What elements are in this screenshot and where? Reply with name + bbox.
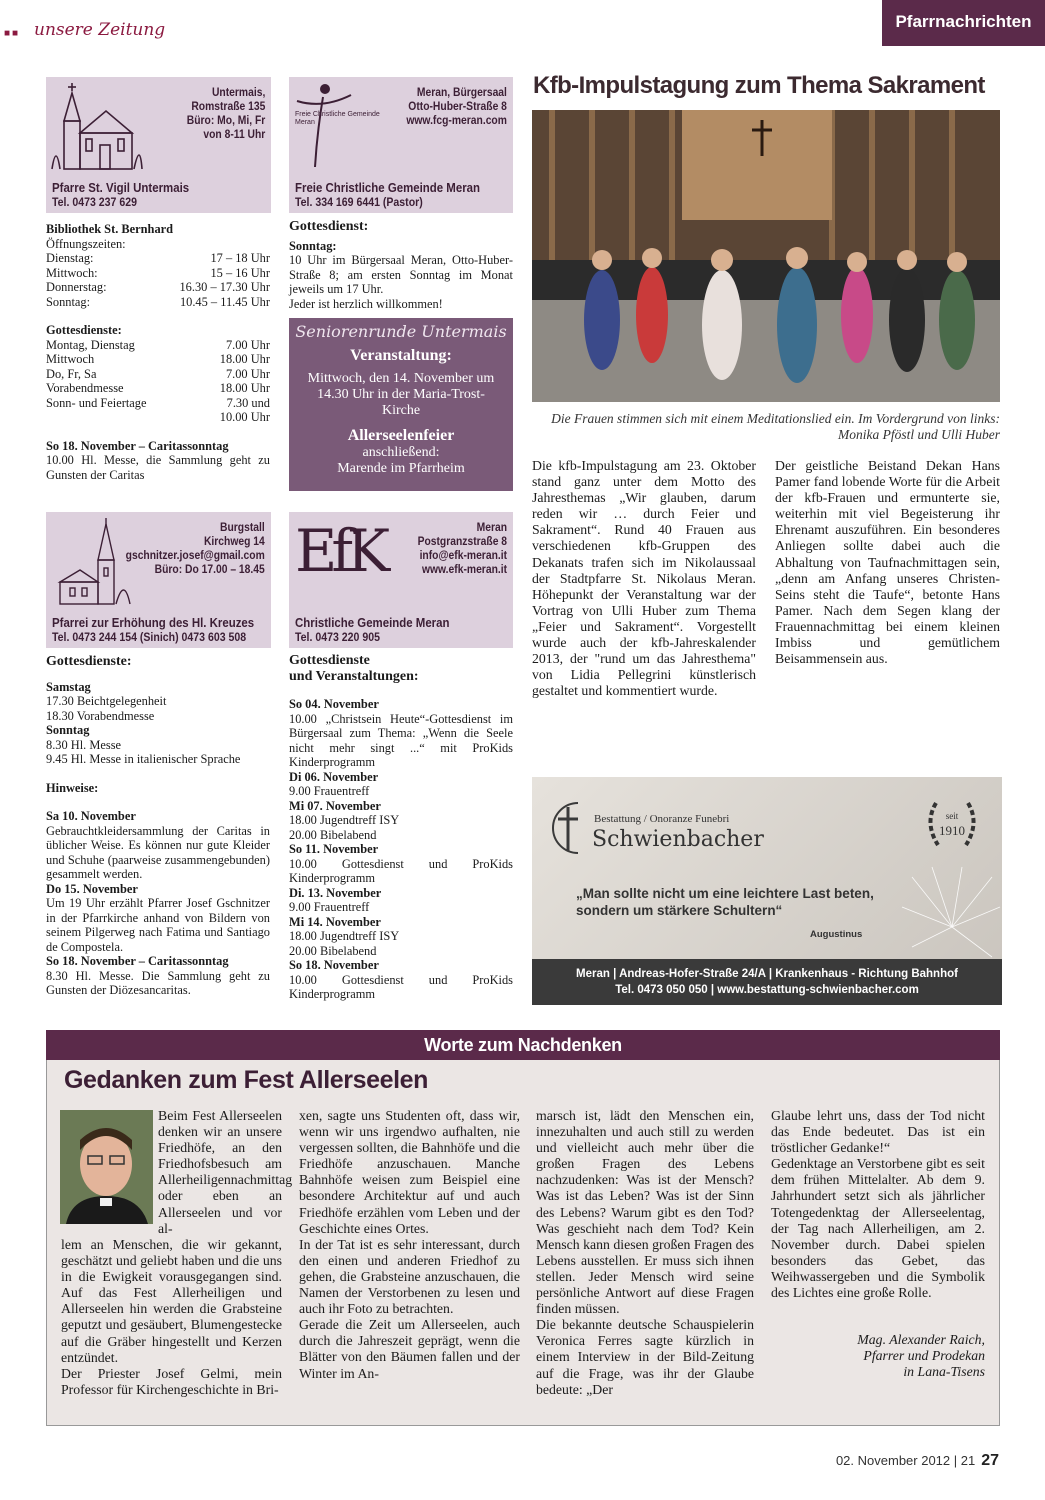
ad-company: Schwienbacher <box>592 827 764 852</box>
seniors-event-label: Veranstaltung: <box>350 347 452 364</box>
worte-section-bar: Worte zum Nachdenken <box>46 1030 1000 1060</box>
schedule-row <box>46 280 270 295</box>
seniors-feast-title: Allerseelenfeier <box>347 427 455 444</box>
entry-heading: So 18. November – Caritassonntag <box>46 954 229 968</box>
services-title: Gottesdienst: <box>289 219 369 234</box>
schedule-day: Montag, Dienstag <box>46 337 135 352</box>
entry-heading: Samstag <box>46 679 91 694</box>
services-list <box>46 680 270 767</box>
entry-text: 18.30 Vorabendmesse <box>46 708 155 723</box>
entry-text: 9.00 Frauentreff <box>289 900 370 914</box>
schedule-row <box>46 410 270 425</box>
schedule-time: 7.00 Uhr <box>225 337 270 352</box>
entry-text: 18.00 Jugendtreff ISY 20.00 Bibelabend <box>289 813 400 842</box>
efk-info <box>289 653 513 1002</box>
parish-phone: Tel. 0473 220 905 <box>295 630 380 644</box>
entry-heading: Di 06. November <box>289 769 379 784</box>
schedule-row <box>46 367 270 382</box>
schedule-day: Sonn- und Feiertage <box>46 395 147 410</box>
schedule-time: 17 – 18 Uhr <box>210 251 270 265</box>
entry-text: 18.00 Jugendtreff ISY 20.00 Bibelabend <box>289 929 400 958</box>
ad-tagline: Bestattung / Onoranze Funebri <box>594 813 730 825</box>
notes-list <box>46 809 270 998</box>
ad-since-year: 1910 <box>939 823 965 838</box>
schedule-time: 10.45 – 11.45 Uhr <box>179 294 270 309</box>
parish-address: Untermais, Romstraße 135 Büro: Mo, Mi, Fr von 8-11 Uhr <box>186 85 265 141</box>
schedule-row <box>46 251 270 266</box>
services-list <box>46 338 270 425</box>
ad-since-label: seit <box>945 811 959 821</box>
schedule-day: Mittwoch: <box>46 265 98 280</box>
schedule-time: 15 – 16 Uhr <box>210 265 270 280</box>
article-photo <box>532 110 1000 402</box>
burgstall-info <box>46 655 270 998</box>
schedule-time: 18.00 Uhr <box>219 381 270 395</box>
efk-logo: EfK <box>295 517 385 585</box>
sunday-label: Sonntag: <box>289 238 337 253</box>
schedule-time: 7.00 Uhr <box>225 366 270 381</box>
parish-box-efk <box>289 512 513 648</box>
worte-signature: Mag. Alexander Raich, Pfarrer und Prodekan in Lana-Tisens <box>857 1332 985 1380</box>
schedule-row <box>46 396 270 411</box>
entry-text: 9.45 Hl. Messe in italienischer Sprache <box>46 752 241 766</box>
ad-contact-bar <box>532 959 1002 1005</box>
section-tab: Pfarrnachrichten <box>882 0 1045 46</box>
services-title: Gottesdienste und Veranstaltungen: <box>289 653 419 684</box>
schedule-time: 16.30 – 17.30 Uhr <box>179 280 270 294</box>
parish-name: Pfarrei zur Erhöhung des Hl. Kreuzes <box>52 615 255 630</box>
seniors-box <box>289 318 513 491</box>
worte-column-1-top: Beim Fest Allerseelen denken wir an unsere Friedhöfe, an den Friedhofsbesuch am Allerheiligennachmittag oder eben an Allerseelen und vor al- <box>158 1108 293 1236</box>
entry-text: 9.00 Frauentreff <box>289 784 370 798</box>
parish-name: Pfarre St. Vigil Untermais <box>52 180 190 195</box>
schedule-time: 18.00 Uhr <box>219 352 270 366</box>
entry-text: 10.00 Gottesdienst und ProKids Kinderprogramm <box>289 856 513 885</box>
photo-caption: Die Frauen stimmen sich mit einem Meditationslied ein. Im Vordergrund von links: Monika Pföstl und Ulli Huber <box>551 411 1000 442</box>
schedule-row <box>46 352 270 367</box>
ad-quote-author: Augustinus <box>810 929 863 940</box>
entry-text: 8.30 Hl. Messe. Die Sammlung geht zu Gunsten der Diözesancaritas. <box>46 968 270 997</box>
schedule-day: Sonntag: <box>46 294 91 309</box>
footer-date: 02. November 2012 | 21 <box>835 1453 976 1468</box>
seniors-feast-text: anschließend: Marende im Pfarrheim <box>337 445 465 476</box>
parish-address: Meran, Bürgersaal Otto-Huber-Straße 8 www.fcg-meran.com <box>406 85 507 127</box>
library-hours-label: Öffnungszeiten: <box>46 236 126 251</box>
parish-box-burgstall <box>46 512 271 648</box>
caritas-text: 10.00 Hl. Messe, die Sammlung geht zu Gunsten der Caritas <box>46 453 270 482</box>
worte-column-1: lem an Menschen, die wir gekannt, geschätzt und geliebt haben und die uns in die Ewigkeit vorausgegangen sind. Auf das Fest Allerheiligen und Allerseelen hin werden die Grabsteine geputzt und gesäubert, Blumengestecke auf die Gräber hingestellt und Kerzen entzündet. Der Priester Josef Gelmi, mein Professor für Kirchengeschichte in Bri- <box>61 1237 282 1397</box>
untermais-info <box>46 222 270 482</box>
schedule-row <box>46 338 270 353</box>
portrait-image <box>60 1110 153 1224</box>
seniors-event-text: Mittwoch, den 14. November um 14.30 Uhr in der Maria-Trost-Kirche <box>307 371 495 418</box>
schedule-day: Do, Fr, Sa <box>46 366 97 381</box>
schedule-time: 10.00 Uhr <box>219 410 270 424</box>
notes-title: Hinweise: <box>46 780 99 795</box>
schedule-day: Mittwoch <box>46 352 95 366</box>
church-icon <box>50 81 146 173</box>
parish-name: Christliche Gemeinde Meran <box>295 615 450 630</box>
entry-text: 8.30 Hl. Messe <box>46 737 122 752</box>
entry-text: 17.30 Beichtgelegenheit <box>46 694 167 708</box>
article-column-2: Der geistliche Beistand Dekan Hans Pamer fand lobende Worte für die Arbeit der kfb-Frauen und ermunterte sie, weiterhin mit viel Begeisterung ihr Ehrenamt auszuführen. Ein besonderes Anliegen sollte dabei auch die Abhaltung von Taufnachmittagen sein, „denn am Anfang unseres Christen-Seins steht die Taufe“, betonte Hans Pamer. Nach dem Segen klang der Frauennachmittag bei einem kleinen Imbiss und gemütlichem Beisammensein aus. <box>775 458 1000 667</box>
worte-title: Gedanken zum Fest Allerseelen <box>64 1066 428 1094</box>
entry-heading: Mi 07. November <box>289 798 381 813</box>
services-title: Gottesdienste: <box>46 323 122 337</box>
entry-heading: Mi 14. November <box>289 914 381 929</box>
events-list <box>289 697 513 1002</box>
parish-phone: Tel. 0473 244 154 (Sinich) 0473 603 508 <box>52 630 247 644</box>
entry-heading: So 18. November <box>289 958 379 972</box>
fcg-info <box>289 220 513 311</box>
worte-column-3: marsch ist, lädt den Menschen ein, innezuhalten und auch still zu werden und vielleicht auch mehr über die großen Fragen des Lebens nachzudenken: Was ist der Mensch? Was ist das Leben? Was ist der Sinn des Lebens? Warum gibt es den Tod? Was geschieht nach dem Tod? Kein Mensch kann diesen großen Fragen des Lebens ausstellen. Er muss sich ihnen stellen. Jeder Mensch wird seine persönliche Antwort auf diese Fragen finden müssen. Die bekannte deutsche Schauspielerin Veronica Ferres sagte kürzlich in einem Interview in der Bild-Zeitung auf die Frage, was ihr der Glaube bedeute: „Der <box>536 1108 755 1397</box>
services-title: Gottesdienste: <box>46 654 132 669</box>
entry-text: 10.00 Gottesdienst und ProKids Kinderprogramm <box>289 972 513 1001</box>
group-photo-image <box>532 110 1000 402</box>
entry-heading: Sonntag <box>46 723 90 737</box>
author-portrait <box>60 1110 153 1224</box>
schedule-day: Vorabendmesse <box>46 381 124 395</box>
entry-heading: So 11. November <box>289 842 379 856</box>
funeral-ad <box>532 777 1002 1005</box>
entry-text: 10.00 „Christsein Heute“-Gottesdienst im Bürgersaal zum Thema: „Wenn die Seele nicht mehr singt ...“ mit ProKids Kinderprogramm <box>289 711 513 769</box>
entry-text: Um 19 Uhr erzählt Pfarrer Josef Gschnitzer in der Pfarrkirche anhand von Bildern von seinem Pilgerweg nach Fatima und Santiago de Compostela. <box>46 896 270 954</box>
entry-text: Gebrauchtkleidersammlung der Caritas in üblicher Weise. Es können nur gute Kleider und Schuhe (paarweise zusammengebunden) gesammelt werden. <box>46 823 270 881</box>
library-hours-list <box>46 251 270 309</box>
article-headline: Kfb-Impulstagung zum Thema Sakrament <box>533 72 985 99</box>
ad-quote: „Man sollte nicht um eine leichtere Last beten, sondern um stärkere Schultern“ <box>576 886 874 918</box>
ad-contact: Tel. 0473 050 050 | www.bestattung-schwienbacher.com <box>615 984 919 996</box>
sunday-text: 10 Uhr im Bürgersaal Meran, Otto-Huber-Straße 8; am ersten Sonntag im Monat jeweils um 17 Uhr. <box>289 253 513 296</box>
parish-phone: Tel. 0473 237 629 <box>52 195 137 209</box>
welcome-text: Jeder ist herzlich willkommen! <box>289 296 443 311</box>
schedule-day: Donnerstag: <box>46 280 107 294</box>
parish-box-fcg <box>289 77 513 213</box>
cross-icon <box>548 797 592 859</box>
schedule-time: 7.30 und <box>226 395 270 410</box>
church-steeple-icon <box>50 516 134 608</box>
schedule-row <box>46 381 270 396</box>
seniors-title: Seniorenrunde Untermais <box>295 322 507 341</box>
worte-column-2: xen, sagte uns Studenten oft, dass wir, wenn wir uns irgendwo aufhalten, nie vergessen sollten, die Bahnhöfe und die Friedhöfe anzuschauen. Manche Bahnhöfe weisen zum Beispiel eine besondere Architektur auf und auch Friedhöfe erzählen vom Leben und der Geschichte eines Ortes. In der Tat ist es sehr interessant, durch den einen und anderen Friedhof zu gehen, die Grabsteine anzuschauen, die Namen der Verstorbenen zu lesen und auch ihr Foto zu betrachten. Gerade die Zeit um Allerseelen, auch durch die Jahreszeit geprägt, wenn die Blätter von den Bäumen fallen und der Winter im An- <box>299 1108 520 1381</box>
dandelion-image <box>852 847 1002 967</box>
page-number: 27 <box>981 1452 999 1469</box>
entry-heading: Do 15. November <box>46 881 138 896</box>
article-column-1: Die kfb-Impulstagung am 23. Oktober stand ganz unter dem Motto des Jahresthemas „Wir glauben, darum reden wir … durch Feier und Sakrament“. Rund 40 Frauen aus verschiedenen kfb-Gruppen des Dekanats trafen sich im Nikolaussaal der Stadtpfarre St. Nikolaus Meran. Höhepunkt der Veranstaltung war der Vortrag von Ulli Huber zum Thema „Feier und Sakrament“. Vorgestellt wurde auch der kfb-Jahreskalender 2013, der "rund um das Jahresthema" von Lidia Pellegrini künstlerisch gestaltet und kommentiert wurde. <box>532 458 756 699</box>
library-title: Bibliothek St. Bernhard <box>46 222 174 236</box>
entry-heading: Sa 10. November <box>46 809 136 823</box>
schedule-row <box>46 295 270 310</box>
parish-address: Meran Postgranzstraße 8 info@efk-meran.it www.efk-meran.it <box>417 520 507 576</box>
brand-logo: unsere Zeitung <box>34 20 166 40</box>
worte-column-4: Glaube lehrt uns, dass der Tod nicht das Ende bedeutet. Das ist ein tröstlicher Gedanke!“ Gedenktage an Verstorbene gibt es seit dem frühen Mittelalter. Ab dem 9. Jahrhundert setzt sich als jährlicher Totengedenktag der Allerseelentag, der Tag nach Allerheiligen, am 2. November durch. Dabei spielen besonders das Gebet, das Weihwassergeben und die Symbolik des Lichtes eine große Rolle. <box>771 1108 985 1301</box>
schedule-day: Dienstag: <box>46 251 94 265</box>
schedule-row <box>46 266 270 281</box>
ad-address: Meran | Andreas-Hofer-Straße 24/A | Krankenhaus - Richtung Bahnhof <box>576 968 958 980</box>
parish-address: Burgstall Kirchweg 14 gschnitzer.josef@gmail.com Büro: Do 17.00 – 18.45 <box>125 520 265 576</box>
parish-phone: Tel. 334 169 6441 (Pastor) <box>295 195 423 209</box>
fcg-logo-text: Freie Christliche Gemeinde Meran <box>295 111 380 126</box>
caritas-title: So 18. November – Caritassonntag <box>46 438 229 453</box>
entry-heading: So 04. November <box>289 697 379 711</box>
parish-box-untermais <box>46 77 271 213</box>
entry-heading: Di. 13. November <box>289 885 382 900</box>
brand-dots: ■■ <box>4 28 21 39</box>
page-footer <box>836 1452 999 1470</box>
parish-name: Freie Christliche Gemeinde Meran <box>295 180 481 195</box>
